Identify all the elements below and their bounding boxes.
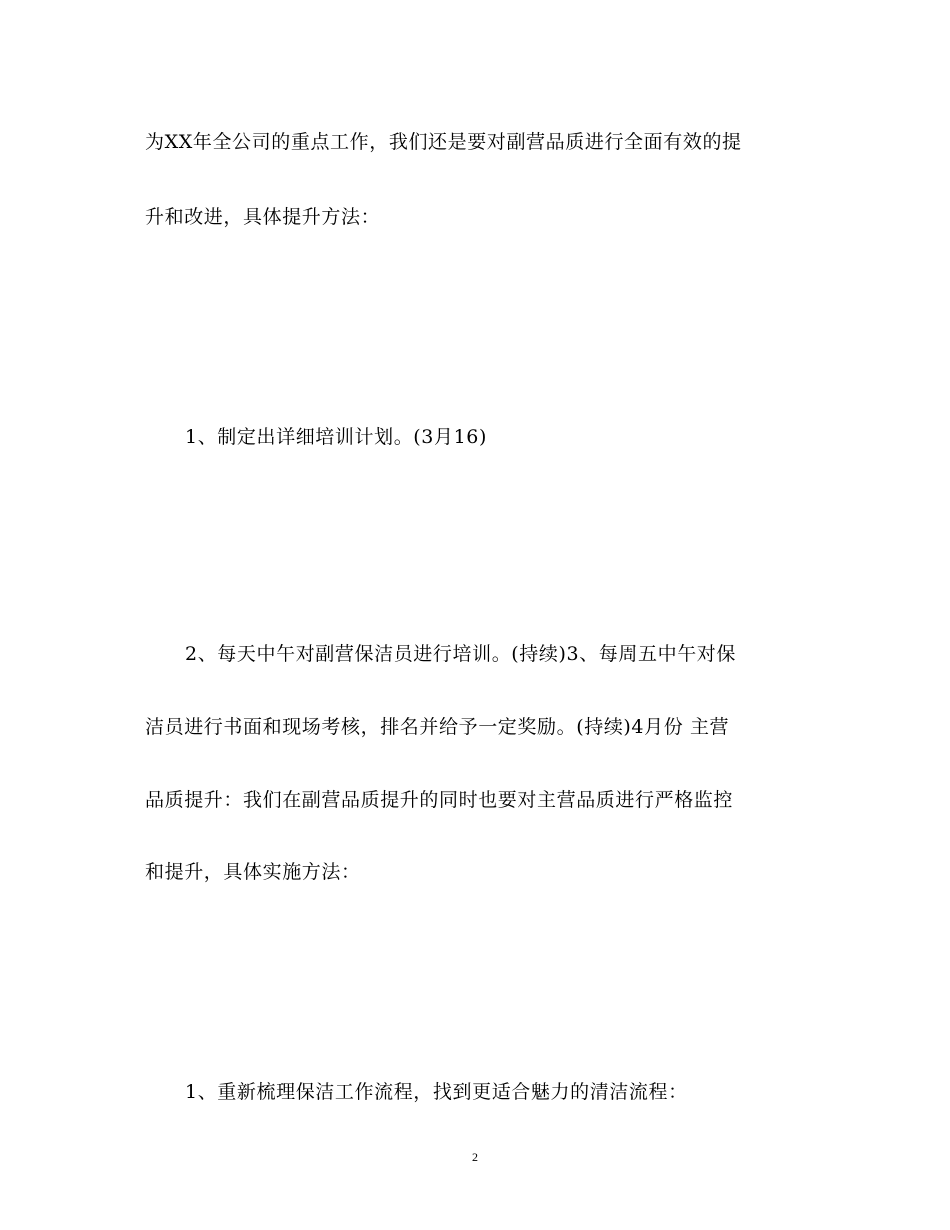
list-item: 1、重新梳理保洁工作流程，找到更适合魅力的清洁流程： <box>185 1081 688 1103</box>
paragraph-line: 和提升，具体实施方法： <box>145 861 361 883</box>
paragraph-line: 品质提升：我们在副营品质提升的同时也要对主营品质进行严格监控 <box>145 789 734 811</box>
list-item: 2、每天中午对副营保洁员进行培训。(持续)3、每周五中午对保 <box>185 643 737 665</box>
page-number: 2 <box>472 1150 478 1164</box>
paragraph-line: 洁员进行书面和现场考核，排名并给予一定奖励。(持续)4月份 主营 <box>145 716 730 738</box>
paragraph-line: 为XX年全公司的重点工作，我们还是要对副营品质进行全面有效的提 <box>145 131 742 153</box>
paragraph-line: 升和改进，具体提升方法： <box>145 206 381 228</box>
list-item: 1、制定出详细培训计划。(3月16) <box>185 426 487 448</box>
